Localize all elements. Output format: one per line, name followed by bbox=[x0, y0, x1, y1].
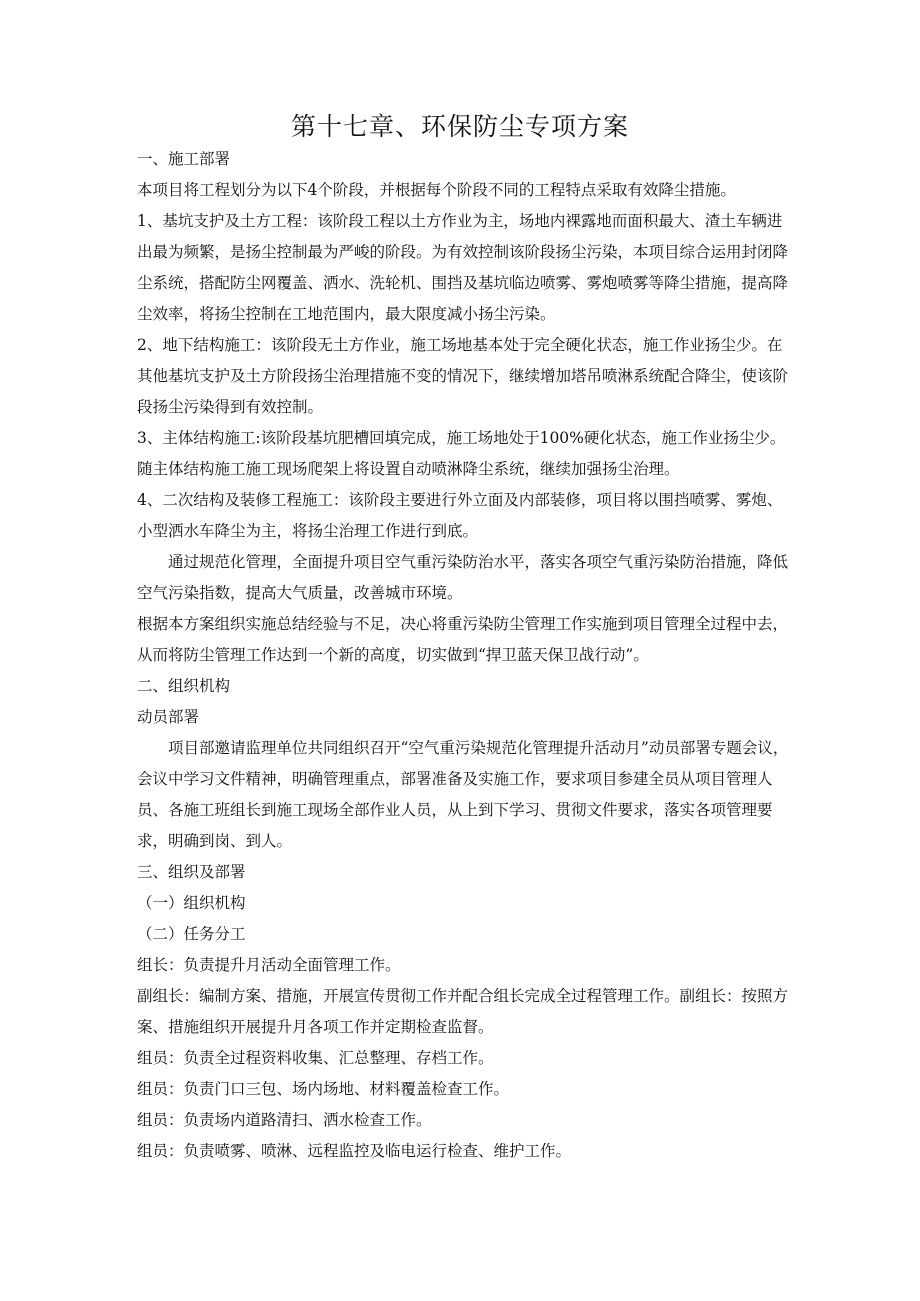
duty-item: 副组长：编制方案、措施，开展宣传贯彻工作并配合组长完成全过程管理工作。副组长：按照方案、措施组织开展提升月各项工作并定期检查监督。 bbox=[137, 987, 789, 1036]
stage-list bbox=[137, 206, 797, 547]
stage-item: 3、主体结构施工:该阶段基坑肥槽回填完成，施工场地处于100%硬化状态，施工作业扬尘少。随主体结构施工施工现场爬架上将设置自动喷淋降尘系统，继续加强扬尘治理。 bbox=[137, 429, 786, 478]
paragraph: 项目部邀请监理单位共同组织召开“空气重污染规范化管理提升活动月”动员部署专题会议，会议中学习文件精神，明确管理重点，部署准备及实施工作，要求项目参建全员从项目管理人员、各施工班组长到施工现场全部作业人员，从上到下学习、贯彻文件要求，落实各项管理要求，明确到岗、到人。 bbox=[137, 739, 789, 850]
duty-item: 组长：负责提升月活动全面管理工作。 bbox=[137, 956, 401, 974]
paragraph: 根据本方案组织实施总结经验与不足，决心将重污染防尘管理工作实施到项目管理全过程中去，从而将防尘管理工作达到一个新的高度，切实做到“捍卫蓝天保卫战行动”。 bbox=[137, 615, 789, 664]
page-title: 第十七章、环保防尘专项方案 bbox=[290, 112, 629, 141]
paragraph: 本项目将工程划分为以下4个阶段，并根据每个阶段不同的工程特点采取有效降尘措施。 bbox=[137, 181, 736, 199]
subheading: （二）任务分工 bbox=[137, 925, 246, 943]
section-heading: 三、组织及部署 bbox=[137, 863, 246, 881]
document-body bbox=[137, 144, 797, 1167]
section-heading: 二、组织机构 bbox=[137, 677, 231, 695]
stage-item: 1、基坑支护及土方工程：该阶段工程以土方作业为主，场地内裸露地而面积最大、渣土车辆进出最为频繁，是扬尘控制最为严峻的阶段。为有效控制该阶段扬尘污染，本项目综合运用封闭降尘系统，搭配防尘网覆盖、洒水、洗轮机、围挡及基坑临边喷雾、雾炮喷雾等降尘措施，提高降尘效率，将扬尘控制在工地范围内，最大限度减小扬尘污染。 bbox=[137, 212, 789, 323]
duty-item: 组员：负责全过程资料收集、汇总整理、存档工作。 bbox=[137, 1049, 494, 1067]
stage-item: 4、二次结构及装修工程施工：该阶段主要进行外立面及内部装修，项目将以围挡喷雾、雾炮、小型洒水车降尘为主，将扬尘治理工作进行到底。 bbox=[137, 491, 783, 540]
stage-item: 2、地下结构施工：该阶段无土方作业，施工场地基本处于完全硬化状态，施工作业扬尘少。在其他基坑支护及土方阶段扬尘治理措施不变的情况下，继续增加塔吊喷淋系统配合降尘，使该阶段扬尘污染得到有效控制。 bbox=[137, 336, 789, 416]
duty-item: 组员：负责门口三包、场内场地、材料覆盖检查工作。 bbox=[137, 1080, 510, 1098]
duty-item: 组员：负责喷雾、喷淋、远程监控及临电运行检查、维护工作。 bbox=[137, 1142, 572, 1160]
subheading: （一）组织机构 bbox=[137, 894, 246, 912]
section-heading: 一、施工部署 bbox=[137, 150, 231, 168]
duty-list bbox=[137, 950, 797, 1167]
duty-item: 组员：负责场内道路清扫、洒水检查工作。 bbox=[137, 1111, 432, 1129]
subheading: 动员部署 bbox=[137, 708, 200, 726]
paragraph: 通过规范化管理，全面提升项目空气重污染防治水平，落实各项空气重污染防治措施，降低空气污染指数，提高大气质量，改善城市环境。 bbox=[137, 553, 789, 602]
